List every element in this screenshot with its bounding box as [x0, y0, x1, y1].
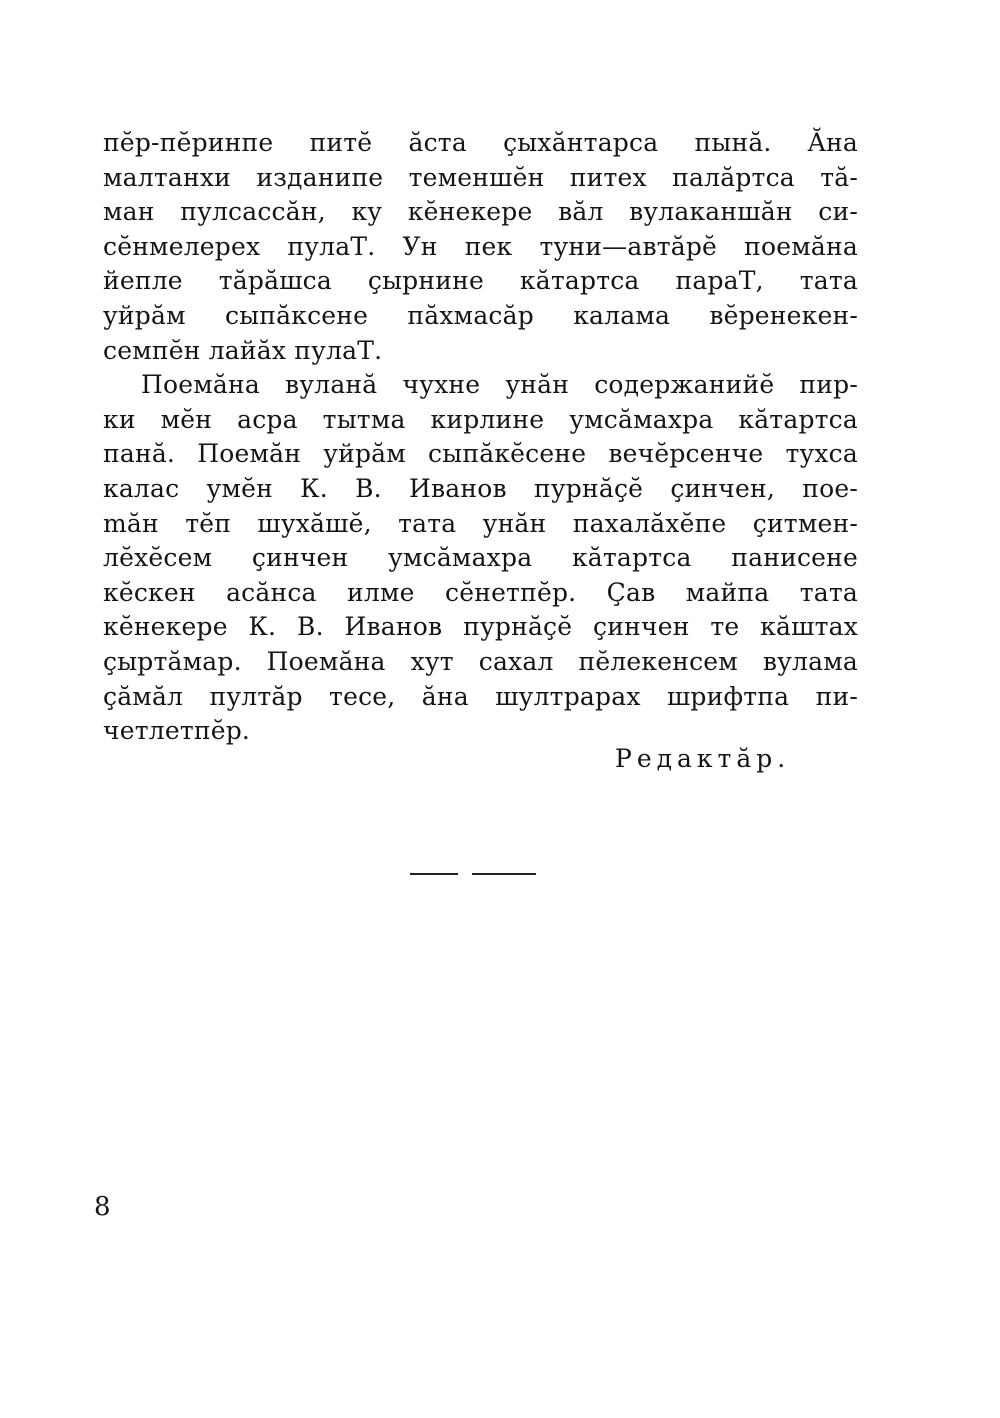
body-text [103, 126, 858, 749]
text-line: семпĕн лайăх пулаТ. [103, 335, 383, 365]
separator-rule [410, 873, 536, 875]
text-line: ки мĕн асра тытма кирлине умсăмахра кăтартса [103, 404, 858, 434]
text-line: лĕхĕсем çинчен умсăмахра кăтартса панисене [103, 543, 858, 573]
text-line: малтанхи изданипе теменшĕн питех палăртса тă- [103, 162, 858, 192]
text-line: măн тĕп шухăшĕ, тата унăн пахалăхĕпе çитмен- [103, 508, 858, 538]
separator-dash [410, 873, 458, 875]
page-number: 8 [94, 1192, 111, 1222]
text-line: калас умĕн К. В. Иванов пурнăçĕ çинчен, пое- [103, 473, 858, 503]
text-line: кĕскен асăнса илме сĕнетпĕр. Çав майпа тата [103, 577, 858, 607]
text-line: çăмăл пултăр тесе, ăна шултрарах шрифтпа пи- [103, 681, 858, 711]
text-line: пĕр-пĕринпе питĕ ăста çыхăнтарса пынă. Ăна [103, 128, 858, 157]
text-line: четлетпĕр. [103, 716, 251, 746]
text-line: ман пулсассăн, ку кĕнекере вăл вулаканшăн си- [103, 197, 858, 227]
separator-dash [472, 873, 536, 875]
text-line: кĕнекере К. В. Иванов пурнăçĕ çинчен те кăштах [103, 612, 858, 642]
text-line: Поемăна вуланă чухне унăн содержанийĕ пир- [141, 370, 858, 400]
signature: Редактăр. [615, 744, 791, 773]
text-line: панă. Поемăн уйрăм сыпăкĕсене вечĕрсенче тухса [103, 439, 858, 469]
text-line: йепле тăрăшса çырнине кăтартса параТ, тата [103, 266, 858, 296]
text-line: уйрăм сыпăксене пăхмасăр калама вĕренекен- [103, 300, 858, 330]
text-line: сĕнмелерех пулаТ. Ун пек туни—автăрĕ поемăна [103, 231, 858, 261]
text-line: çыртăмар. Поемăна хут сахал пĕлекенсем вулама [103, 646, 858, 676]
